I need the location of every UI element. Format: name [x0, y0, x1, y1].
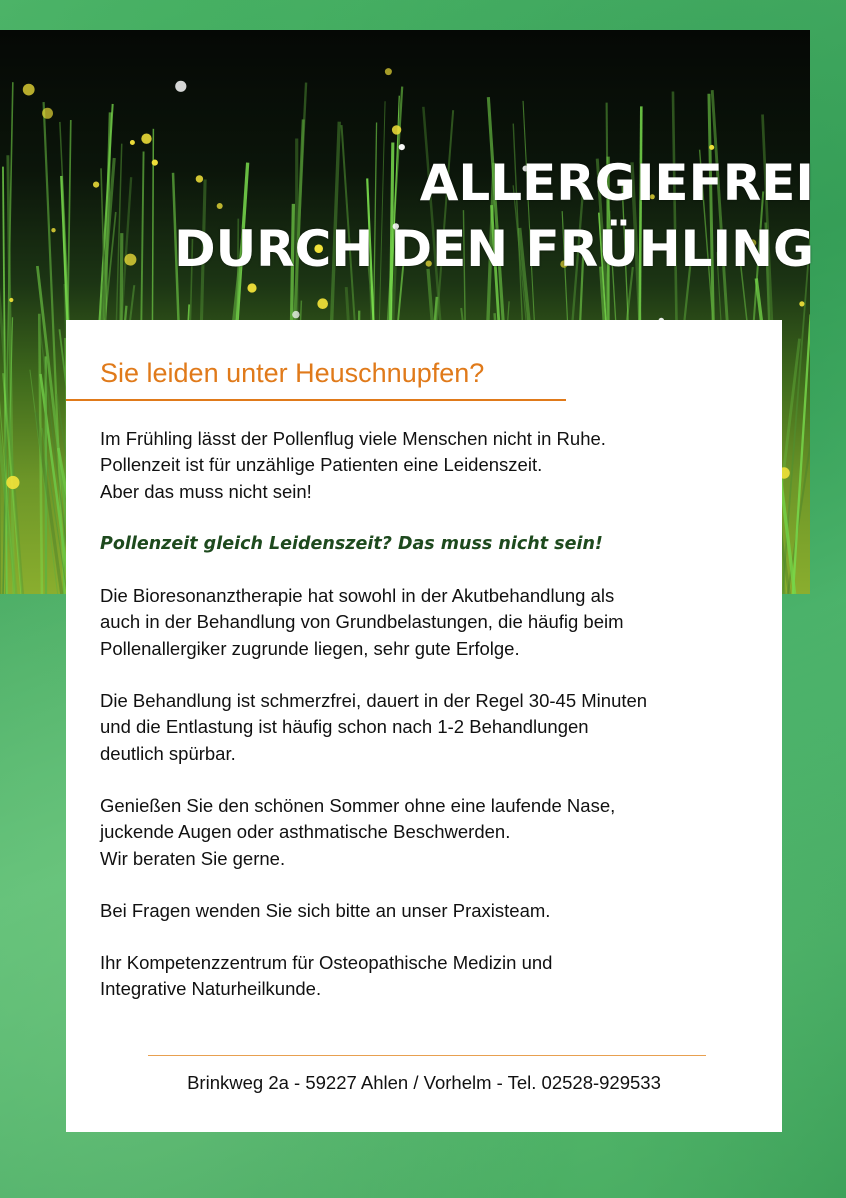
text-line: Pollenzeit ist für unzählige Patienten eine Leidenszeit. — [100, 454, 543, 476]
paragraph-intro — [100, 426, 780, 505]
text-line: Integrative Naturheilkunde. — [100, 978, 322, 1000]
flower-dot — [23, 84, 35, 96]
headline — [54, 150, 814, 282]
text-line: deutlich spürbar. — [100, 742, 236, 764]
text-line: Ihr Kompetenzzentrum für Osteopathische Medizin und — [100, 952, 553, 974]
flower-dot — [392, 125, 401, 134]
card-subtitle: Sie leiden unter Heuschnupfen? — [100, 358, 485, 388]
flower-dot — [6, 476, 19, 489]
paragraph-therapy — [100, 583, 780, 662]
text-line: Genießen Sie den schönen Sommer ohne eine laufende Nase, — [100, 794, 616, 816]
text-line: auch in der Behandlung von Grundbelastungen, die häufig beim — [100, 611, 624, 633]
flower-dot — [175, 81, 186, 92]
text-line: Pollenallergiker zugrunde liegen, sehr gute Erfolge. — [100, 637, 520, 659]
flower-dot — [247, 283, 256, 292]
info-card — [66, 320, 782, 1132]
paragraph-questions — [100, 898, 780, 924]
text-line: Pollenzeit gleich Leidenszeit? Das muss nicht sein! — [100, 533, 603, 554]
flower-dot — [141, 134, 151, 144]
paragraph-summer — [100, 793, 780, 872]
flower-dot — [130, 140, 135, 145]
text-line: Im Frühling lässt der Pollenflug viele Menschen nicht in Ruhe. — [100, 428, 606, 449]
subtitle-underline — [66, 399, 566, 401]
card-body — [100, 426, 780, 1029]
paragraph-signature — [100, 950, 780, 1003]
footer-divider — [148, 1055, 706, 1056]
flower-dot — [385, 68, 392, 75]
text-line: und die Entlastung ist häufig schon nach 1-2 Behandlungen — [100, 716, 589, 738]
flower-dot — [317, 298, 328, 309]
text-line: Bei Fragen wenden Sie sich bitte an unser Praxisteam. — [100, 899, 551, 921]
flower-dot — [9, 298, 13, 302]
text-line: Aber das muss nicht sein! — [100, 480, 312, 502]
paragraph-emphasis — [100, 531, 780, 557]
flower-dot — [292, 311, 299, 318]
text-line: Die Behandlung ist schmerzfrei, dauert in der Regel 30-45 Minuten — [100, 690, 648, 712]
text-line: Die Bioresonanztherapie hat sowohl in der Akutbehandlung als — [100, 585, 615, 607]
headline-line-1: ALLERGIEFREI — [419, 154, 814, 212]
flower-dot — [42, 108, 53, 119]
text-line: juckende Augen oder asthmatische Beschwerden. — [100, 821, 511, 843]
paragraph-treatment — [100, 688, 780, 767]
flower-dot — [799, 301, 804, 306]
text-line: Wir beraten Sie gerne. — [100, 847, 286, 869]
address-line: Brinkweg 2a - 59227 Ahlen / Vorhelm - Tel. 02528-929533 — [187, 1072, 661, 1093]
headline-line-2: DURCH DEN FRÜHLING — [174, 220, 814, 278]
